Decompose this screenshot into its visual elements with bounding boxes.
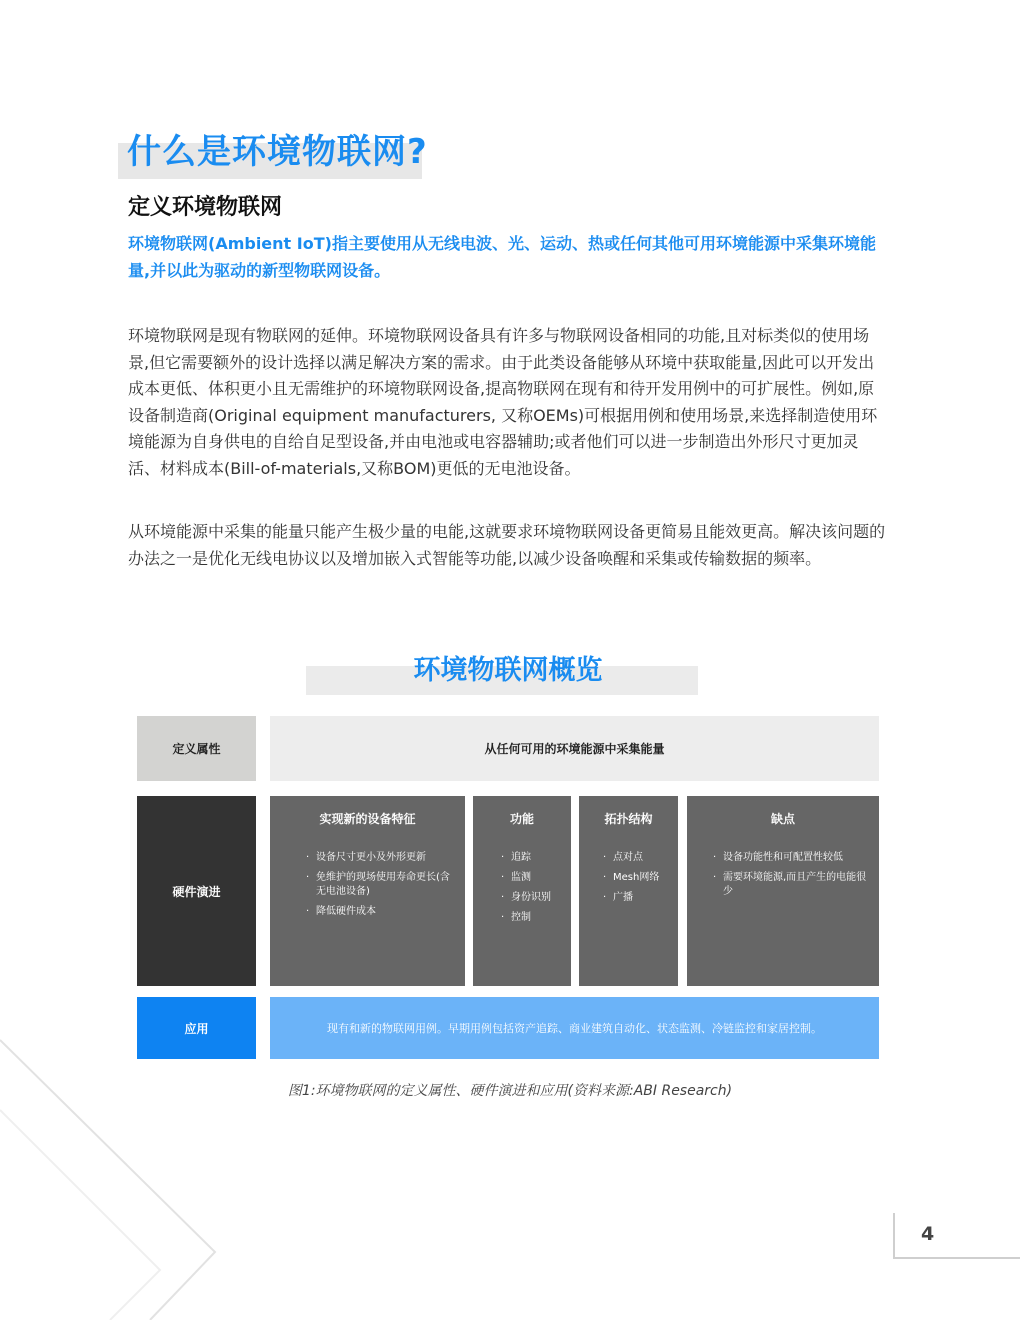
definition-attribute-label: 定义属性 <box>137 716 256 781</box>
body-paragraph-2: 从环境能源中采集的能量只能产生极少量的电能,这就要求环境物联网设备更简易且能效更高。解决该问题的办法之一是优化无线电协议以及增加嵌入式智能等功能,以减少设备唤醒和采集或传输数据的频率。 <box>128 522 886 568</box>
hardware-column-new-features <box>270 796 465 986</box>
list-item: · 设备尺寸更小及外形更新 <box>306 851 457 865</box>
hardware-column-topology <box>579 796 678 986</box>
list-item: · 追踪 <box>501 851 567 865</box>
page-number-box <box>893 1213 1020 1259</box>
figure-caption: 图1:环境物联网的定义属性、硬件演进和应用(资料来源:ABI Research) <box>287 1083 733 1099</box>
page-number: 4 <box>921 1223 935 1245</box>
column-list <box>306 851 457 925</box>
hardware-column-drawbacks <box>687 796 879 986</box>
column-header: 拓扑结构 <box>604 812 653 826</box>
list-item: · 需要环境能源,而且产生的电能很少 <box>713 871 871 899</box>
list-item: · 广播 <box>603 891 674 905</box>
definition-attribute-value: 从任何可用的环境能源中采集能量 <box>270 716 879 781</box>
decorative-corner-lines <box>0 1030 260 1320</box>
list-item: · 控制 <box>501 911 567 925</box>
list-item: · 降低硬件成本 <box>306 905 457 919</box>
column-header: 缺点 <box>770 812 795 826</box>
application-value: 现有和新的物联网用例。早期用例包括资产追踪、商业建筑自动化、状态监测、冷链监控和家居控制。 <box>270 997 879 1059</box>
overview-title: 环境物联网概览 <box>413 655 603 686</box>
column-list <box>501 851 567 931</box>
column-header: 实现新的设备特征 <box>319 812 416 826</box>
list-item: · 免维护的现场使用寿命更长(含无电池设备) <box>306 871 457 899</box>
section-subtitle: 定义环境物联网 <box>128 195 283 220</box>
list-item: · 点对点 <box>603 851 674 865</box>
list-item: · 监测 <box>501 871 567 885</box>
list-item: · Mesh网络 <box>603 871 674 885</box>
application-label: 应用 <box>137 997 256 1059</box>
column-header: 功能 <box>509 812 534 826</box>
body-paragraph-1: 环境物联网是现有物联网的延伸。环境物联网设备具有许多与物联网设备相同的功能,且对标类似的使用场景,但它需要额外的设计选择以满足解决方案的需求。由于此类设备能够从环境中获取能量,因此可以开发出成本更低、体积更小且无需维护的环境物联网设备,提高物联网在现有和待开发用例中的可扩展性。例如,原设备制造商(Original equipment manufacturers, 又称OEMs)可根据用例和使用场景,来选择制造使用环境能源为自身供电的自给自足型设备,并由电池或电容器辅助;或者他们可以进一步制造出外形尺寸更加灵活、材料成本(Bill-of-materials,又称BOM)更低的无电池设备。 <box>128 326 878 478</box>
column-list <box>713 851 871 905</box>
hardware-column-functions <box>473 796 571 986</box>
hardware-evolution-label: 硬件演进 <box>137 796 256 986</box>
page-title: 什么是环境物联网? <box>127 132 428 172</box>
list-item: · 设备功能性和可配置性较低 <box>713 851 871 865</box>
column-list <box>603 851 674 911</box>
definition-text: 环境物联网(Ambient IoT)指主要使用从无线电波、光、运动、热或任何其他可用环境能源中采集环境能量,并以此为驱动的新型物联网设备。 <box>128 234 876 280</box>
list-item: · 身份识别 <box>501 891 567 905</box>
